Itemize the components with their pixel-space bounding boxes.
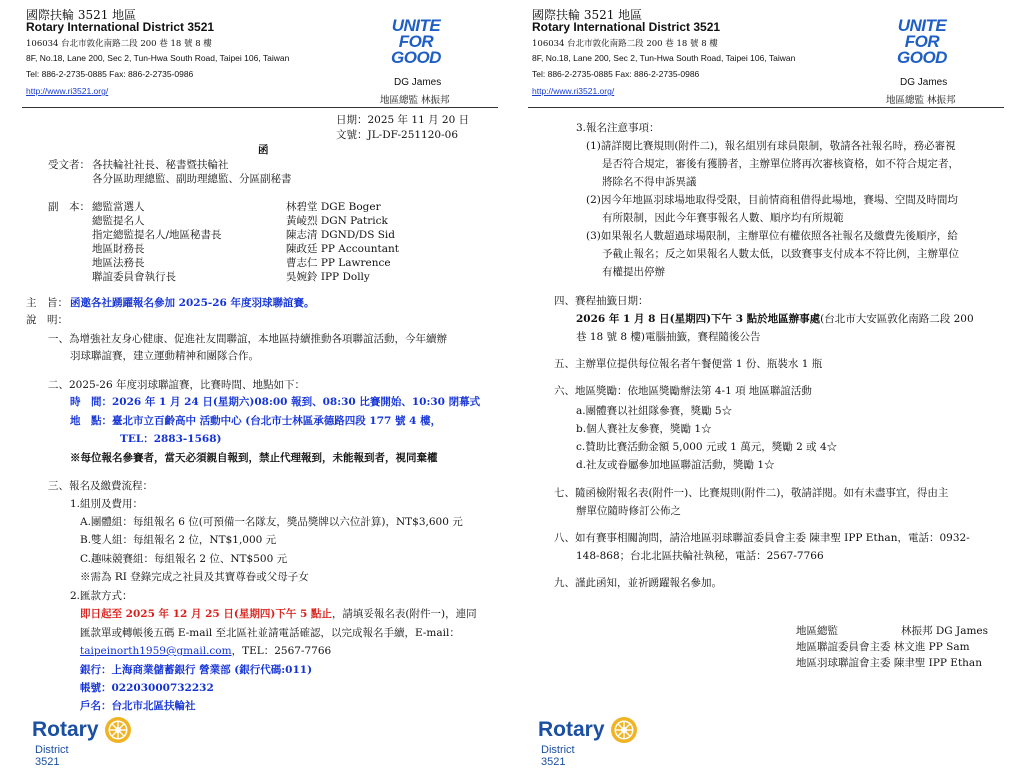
reward-c: c.贊助比賽活動金額 5,000 元或 1 萬元，獎勵 2 或 4☆ xyxy=(576,441,838,453)
cc-name: 曹志仁 PP Lawrence xyxy=(286,257,391,269)
logo-line-1: UNITE xyxy=(897,16,947,35)
governor-en: DG James xyxy=(900,77,948,88)
rotary-district: District 3521 xyxy=(35,744,69,768)
draw-line-2: 巷 18 號 8 樓)電腦抽籤，賽程隨後公告 xyxy=(576,331,761,343)
rotary-wheel-icon xyxy=(610,716,638,744)
explain-label: 說 明： xyxy=(26,314,68,326)
rotary-wordmark: Rotary xyxy=(538,718,605,741)
section-7-line-1: 七、隨函檢附報名表(附件一)、比賽規則(附件二)，敬請詳閱。如有未盡事宜，得由主 xyxy=(554,487,949,499)
email-link[interactable]: taipeinorth1959@gmail.com xyxy=(80,645,232,657)
remit-heading: 2.匯款方式： xyxy=(70,590,133,602)
notes-heading: 3.報名注意事項： xyxy=(576,122,660,134)
cc-role: 指定總監提名人/地區秘書長 xyxy=(92,229,222,241)
bank-name: 銀行：上海商業儲蓄銀行 營業部 (銀行代碼:011) xyxy=(80,664,313,676)
reward-d: d.社友或眷屬參加地區聯誼活動，獎勵 1☆ xyxy=(576,459,775,471)
signature-badminton-chair: 地區羽球聯誼會主委 陳聿聖 IPP Ethan xyxy=(796,657,982,669)
fee-team: A.團體組：每組報名 6 位(可預備一名隊友，獎品獎牌以六位計算)，NT$3,600 元 xyxy=(80,516,463,528)
governor-en: DG James xyxy=(394,77,442,88)
cc-role: 總監當選人 xyxy=(92,201,145,213)
district-name-en: Rotary International District 3521 xyxy=(532,20,721,34)
fee-heading: 1.組別及費用： xyxy=(70,498,144,510)
doc-date: 日期：2025 年 11 月 20 日 xyxy=(336,114,470,126)
subject-text: 函邀各社踴躍報名參加 2025-26 年度羽球聯誼賽。 xyxy=(70,297,315,309)
fee-fun: C.趣味競賽組：每組報名 2 位、NT$500 元 xyxy=(80,553,288,565)
logo-line-3: GOOD xyxy=(391,48,441,67)
recipients-line-1: 各扶輪社社長、秘書暨扶輪社 xyxy=(92,159,229,171)
logo-line-2: FOR xyxy=(904,32,940,51)
rotary-wordmark: Rotary xyxy=(32,718,99,741)
address-cn: 106034 台北市敦化南路二段 200 巷 18 號 8 樓 xyxy=(26,39,212,49)
bank-account: 帳號：02203000732232 xyxy=(80,682,214,694)
section-7-line-2: 辦單位隨時修訂公佈之 xyxy=(576,505,681,517)
governor-cn: 地區總監 林振邦 xyxy=(380,95,450,106)
event-venue-tel: TEL：2883-1568) xyxy=(120,433,222,445)
address-en: 8F, No.18, Lane 200, Sec 2, Tun-Hwa South Road, Taipei 106, Taiwan xyxy=(26,53,290,63)
section-6-heading: 六、地區獎勵：依地區獎勵辦法第 4-1 項 地區聯誼活動 xyxy=(554,385,812,397)
cc-name: 吳婉鈴 IPP Dolly xyxy=(286,271,370,283)
district-name-en: Rotary International District 3521 xyxy=(26,20,215,34)
cc-name: 陳政廷 PP Accountant xyxy=(286,243,399,255)
cc-role: 總監提名人 xyxy=(92,215,145,227)
tel-fax: Tel: 886-2-2735-0885 Fax: 886-2-2735-0986 xyxy=(26,69,194,79)
section-3-heading: 三、報名及繳費流程： xyxy=(48,480,153,492)
note-2-line-2: 有所限制，因此今年賽事報名人數、順序均有所規範 xyxy=(602,212,844,224)
email-tel: ，TEL：2567-7766 xyxy=(231,645,332,657)
section-1-line-1: 一、為增強社友身心健康、促進社友間聯誼，本地區持續推動各項聯誼活動，今年續辦 xyxy=(48,333,447,345)
governor-cn: 地區總監 林振邦 xyxy=(886,95,956,106)
account-holder: 戶名：台北市北區扶輪社 xyxy=(80,700,196,712)
event-time: 時 間：2026 年 1 月 24 日(星期六)08:00 報到、08:30 比賽開始、10:30 閉幕式 xyxy=(70,396,481,408)
deadline-line xyxy=(80,606,477,621)
section-5: 五、主辦單位提供每位報名者午餐便當 1 份、瓶裝水 1 瓶 xyxy=(554,358,823,370)
logo-line-3: GOOD xyxy=(897,48,947,67)
tel-fax: Tel: 886-2-2735-0885 Fax: 886-2-2735-0986 xyxy=(532,69,700,79)
note-1-line-2: 是否符合規定，審後有獲勝者，主辦單位將再次審核資格，如不符合規定者， xyxy=(602,158,959,170)
letter-page-1 xyxy=(8,0,508,772)
cc-role: 地區財務長 xyxy=(92,243,145,255)
remit-instructions: 匯款單或轉帳後五碼 E-mail 至北區社並請電話確認，以完成報名手續，E-mail： xyxy=(80,627,460,639)
signature-fellowship-chair: 地區聯誼委員會主委 林文進 PP Sam xyxy=(796,641,970,653)
header-divider xyxy=(22,107,498,108)
address-en: 8F, No.18, Lane 200, Sec 2, Tun-Hwa South Road, Taipei 106, Taiwan xyxy=(532,53,796,63)
email-line xyxy=(80,643,331,658)
recipients-label: 受文者： xyxy=(48,159,90,171)
deadline-rest: ，請填妥報名表(附件一)，連同 xyxy=(331,608,477,620)
section-2-heading: 二、2025-26 年度羽球聯誼賽，比賽時間、地點如下： xyxy=(48,379,305,391)
unite-for-good-logo xyxy=(376,18,456,66)
unite-for-good-logo xyxy=(882,18,962,66)
event-venue: 地 點：臺北市立百齡高中 活動中心 (台北市士林區承德路四段 177 號 4 樓， xyxy=(70,415,442,427)
district-name-cn: 國際扶輪 3521 地區 xyxy=(532,8,643,22)
logo-line-2: FOR xyxy=(398,32,434,51)
doc-type: 函 xyxy=(258,144,269,156)
eligibility-note: ※需為 RI 登錄完成之社員及其寶尊眷或父母子女 xyxy=(80,571,309,583)
address-cn: 106034 台北市敦化南路二段 200 巷 18 號 8 樓 xyxy=(532,39,718,49)
cc-name: 陳志清 DGND/DS Sid xyxy=(286,229,396,241)
note-3-line-2: 予截止報名；反之如果報名人數太低，以致賽事支付成本不符比例，主辦單位 xyxy=(602,248,959,260)
note-1-line-1: (1)請詳閱比賽規則(附件二)，報名組別有球員限制，敬請各社報名時，務必審視 xyxy=(586,140,956,152)
section-8-line-2: 148-868；台北北區扶輪社執秘，電話：2567-7766 xyxy=(576,550,824,562)
recipients-line-2: 各分區助理總監、副助理總監、分區副秘書 xyxy=(92,173,292,185)
signature-governor: 地區總監 林振邦 DG James xyxy=(796,625,989,637)
website-link[interactable]: http://www.ri3521.org/ xyxy=(26,86,109,96)
letter-page-2 xyxy=(514,0,1014,772)
cc-role: 地區法務長 xyxy=(92,257,145,269)
reward-b: b.個人賽社友參賽，獎勵 1☆ xyxy=(576,423,712,435)
rotary-wheel-icon xyxy=(104,716,132,744)
deadline-text: 即日起至 2025 年 12 月 25 日(星期四)下午 5 點止 xyxy=(80,608,332,620)
district-name-cn: 國際扶輪 3521 地區 xyxy=(26,8,137,22)
header-divider xyxy=(528,107,1004,108)
draw-location: (台北市大安區敦化南路二段 200 xyxy=(820,313,974,325)
note-3-line-1: (3)如果報名人數超過球場限制，主辦單位有權依照各社報名及繳費先後順序，給 xyxy=(586,230,958,242)
note-2-line-1: (2)因今年地區羽球場地取得受限，目前情商租借得此場地，賽場、空間及時間均 xyxy=(586,194,958,206)
subject-label: 主 旨： xyxy=(26,297,68,309)
cc-role: 聯誼委員會執行長 xyxy=(92,271,176,283)
section-4-heading: 四、賽程抽籤日期： xyxy=(554,295,649,307)
fee-doubles: B.雙人組：每組報名 2 位，NT$1,000 元 xyxy=(80,534,277,546)
cc-name: 黃崚烈 DGN Patrick xyxy=(286,215,388,227)
doc-number: 文號：JL-DF-251120-06 xyxy=(336,129,459,141)
cc-label: 副 本： xyxy=(48,201,90,213)
cc-name: 林碧堂 DGE Boger xyxy=(286,201,381,213)
draw-line-1 xyxy=(576,311,974,326)
logo-line-1: UNITE xyxy=(391,16,441,35)
section-8-line-1: 八、如有賽事相關詢問，請洽地區羽球聯誼委員會主委 陳聿聖 IPP Ethan，電話：0932- xyxy=(554,532,970,544)
reward-a: a.團體賽以社組隊參賽，獎勵 5☆ xyxy=(576,405,733,417)
note-1-line-3: 將除名不得申訴異議 xyxy=(602,176,697,188)
section-9: 九、謹此函知，並祈踴躍報名參加。 xyxy=(554,577,722,589)
draw-date: 2026 年 1 月 8 日(星期四)下午 3 點於地區辦事處 xyxy=(576,313,821,325)
section-1-line-2: 羽球聯誼賽，建立運動精神和團隊合作。 xyxy=(70,350,259,362)
rotary-district: District 3521 xyxy=(541,744,575,768)
check-in-note: ※每位報名參賽者，當天必須親自報到，禁止代理報到，未能報到者，視同棄權 xyxy=(70,452,438,464)
note-3-line-3: 有權提出停辦 xyxy=(602,266,665,278)
website-link[interactable]: http://www.ri3521.org/ xyxy=(532,86,615,96)
